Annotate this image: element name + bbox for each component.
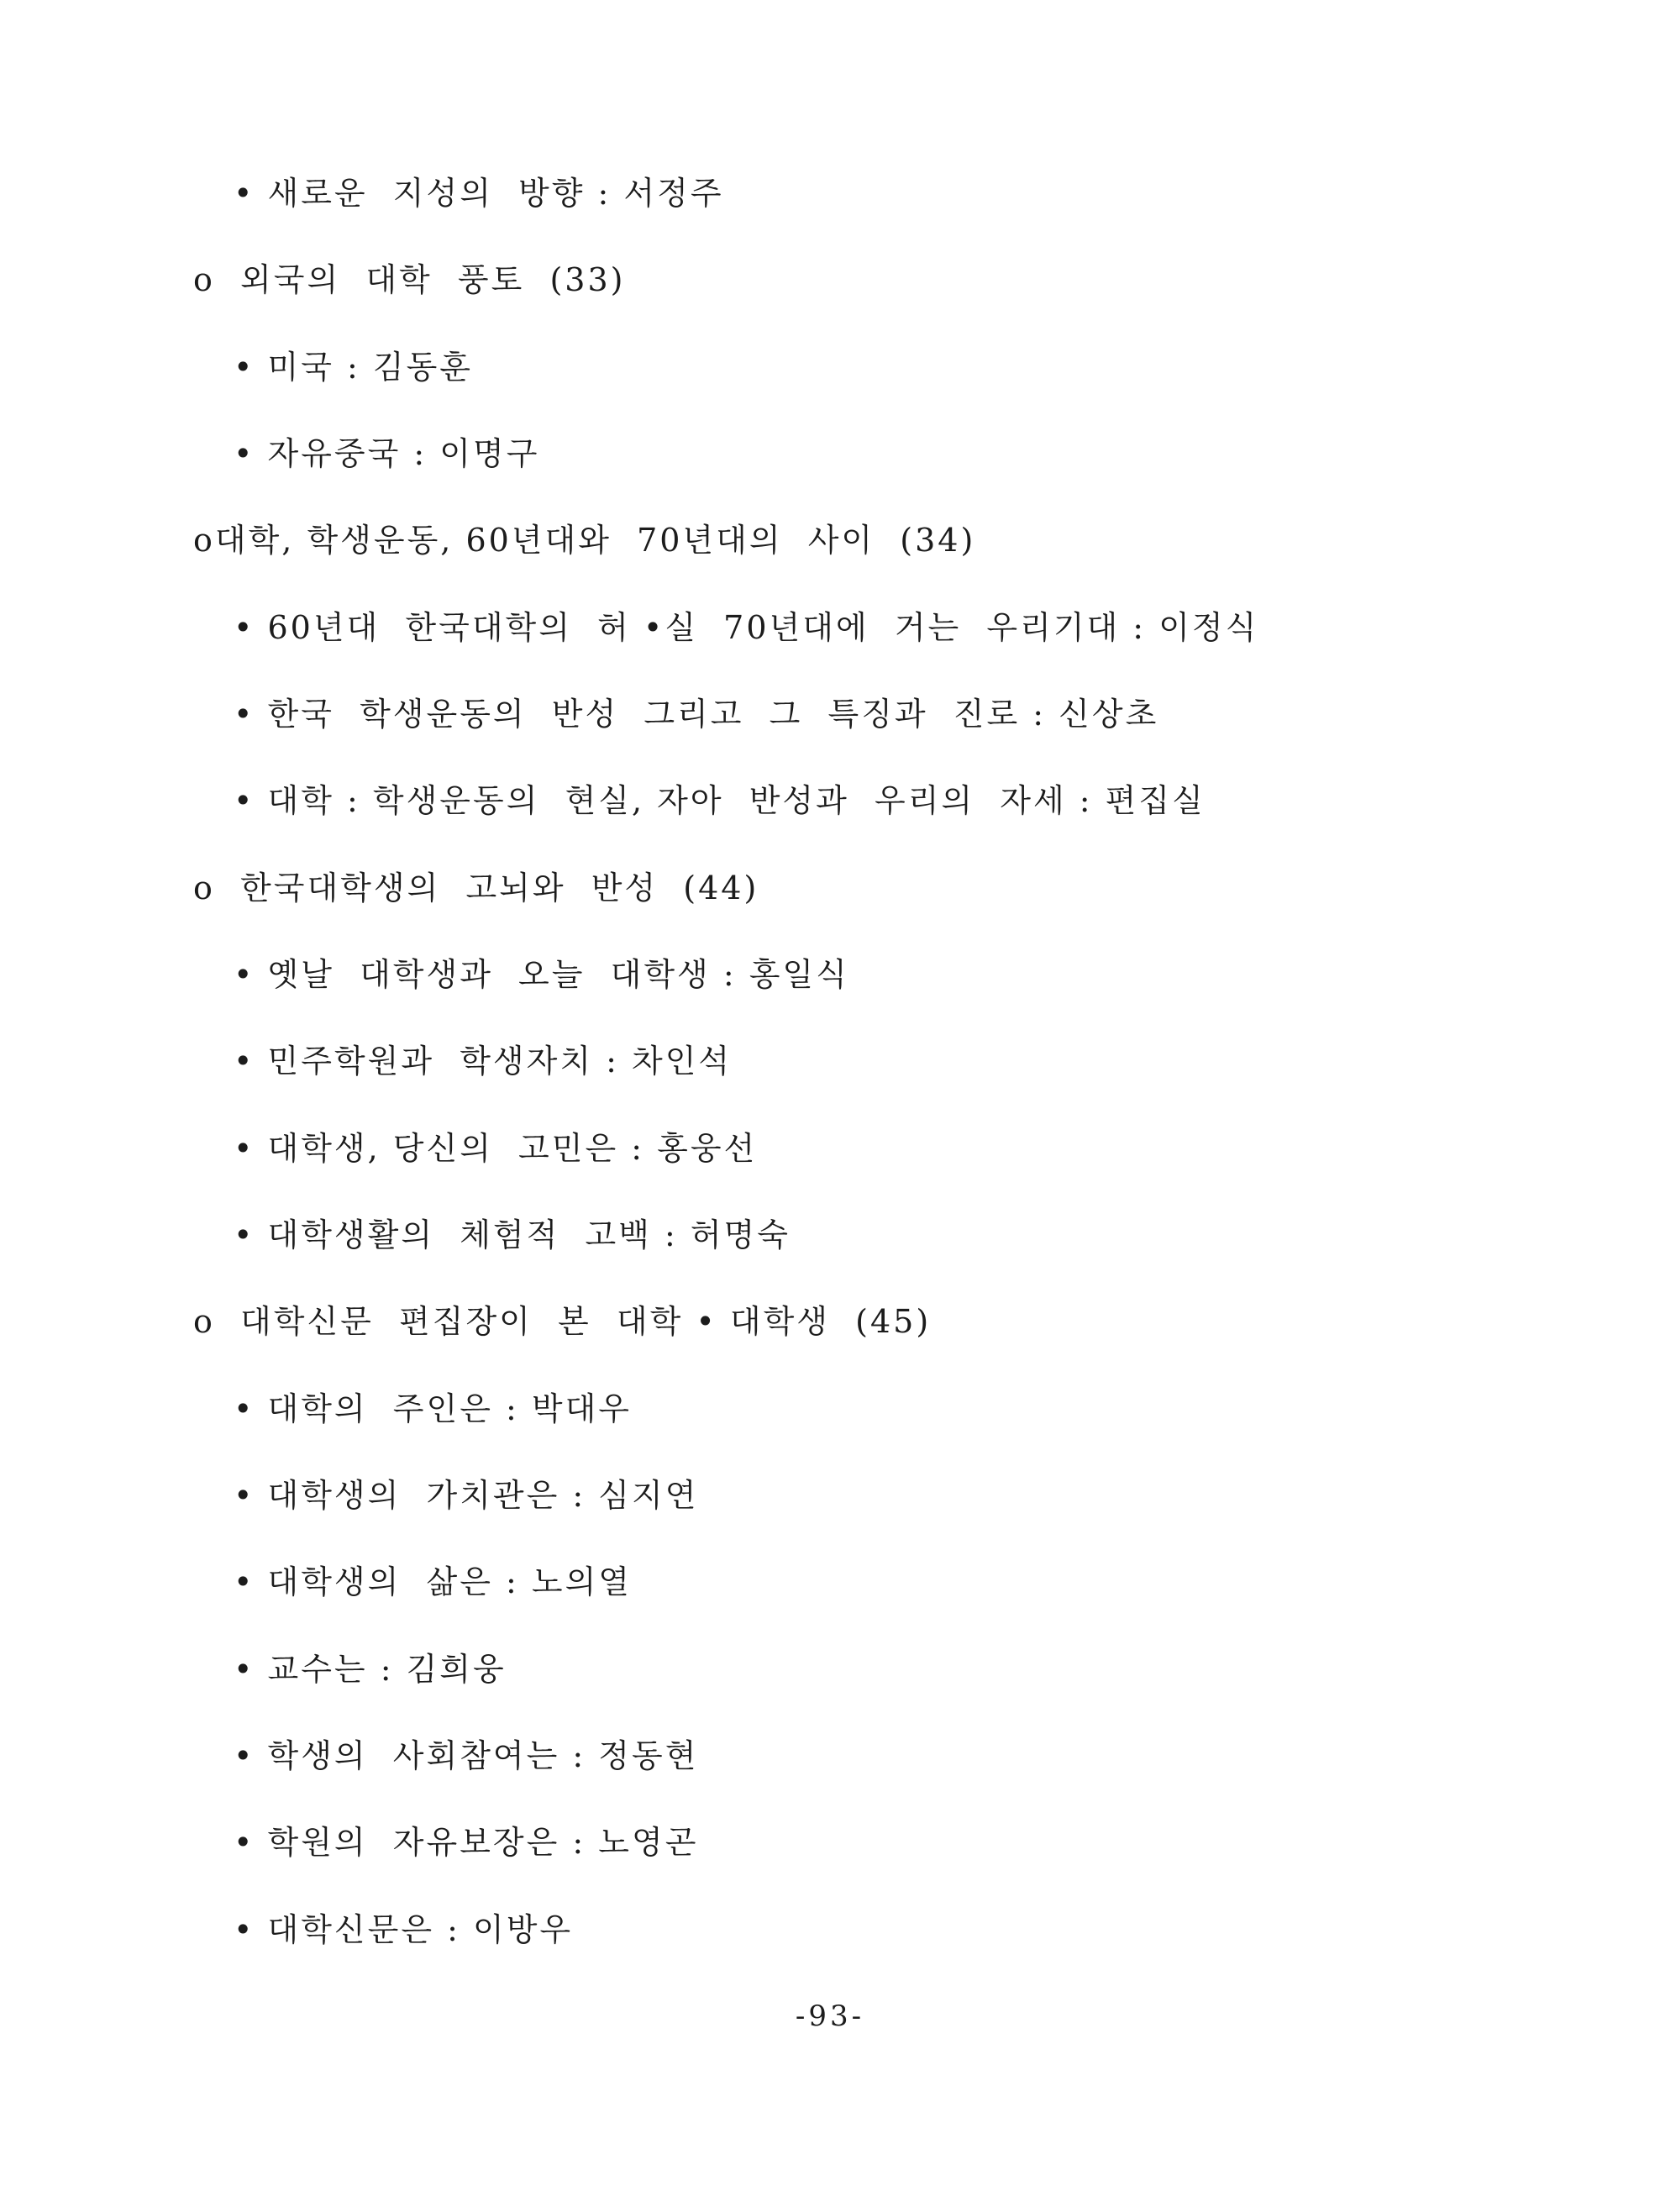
page-number: -93- [795,1999,865,2033]
list-item: • 새로운 지성의 방향 : 서정주 [234,175,724,212]
list-item: • 옛날 대학생과 오늘 대학생 : 홍일식 [234,956,849,993]
list-item: • 자유중국 : 이명구 [234,435,540,472]
section-heading: o대학, 학생운동, 60년대와 70년대의 사이 (34) [193,522,976,559]
list-item: • 민주학원과 학생자치 : 차인석 [234,1043,733,1080]
section-heading: o 대학신문 편집장이 본 대학 • 대학생 (45) [193,1303,932,1340]
list-item: • 대학생의 삶은 : 노의열 [234,1563,632,1600]
list-item: • 대학생의 가치관은 : 심지연 [234,1477,699,1514]
list-item: • 교수는 : 김희웅 [234,1651,507,1688]
list-item: • 대학신문은 : 이방우 [234,1911,574,1948]
list-item: • 미국 : 김동훈 [234,349,473,386]
list-item: • 대학의 주인은 : 박대우 [234,1390,632,1427]
list-item: • 한국 학생운동의 반성 그리고 그 특징과 진로 : 신상초 [234,696,1159,733]
list-item: • 학생의 사회참여는 : 정동현 [234,1737,699,1774]
section-heading: o 한국대학생의 고뇌와 반성 (44) [193,870,759,906]
section-heading: o 외국의 대학 풍토 (33) [193,261,626,298]
list-item: • 대학 : 학생운동의 현실, 자아 반성과 우리의 자세 : 편집실 [234,782,1206,819]
list-item: • 대학생, 당신의 고민은 : 홍웅선 [234,1130,758,1167]
list-item: • 대학생활의 체험적 고백 : 허명숙 [234,1216,791,1253]
list-item: • 학원의 자유보장은 : 노영곤 [234,1824,699,1861]
list-item: • 60년대 한국대학의 허 •실 70년대에 거는 우리기대 : 이정식 [234,609,1259,646]
